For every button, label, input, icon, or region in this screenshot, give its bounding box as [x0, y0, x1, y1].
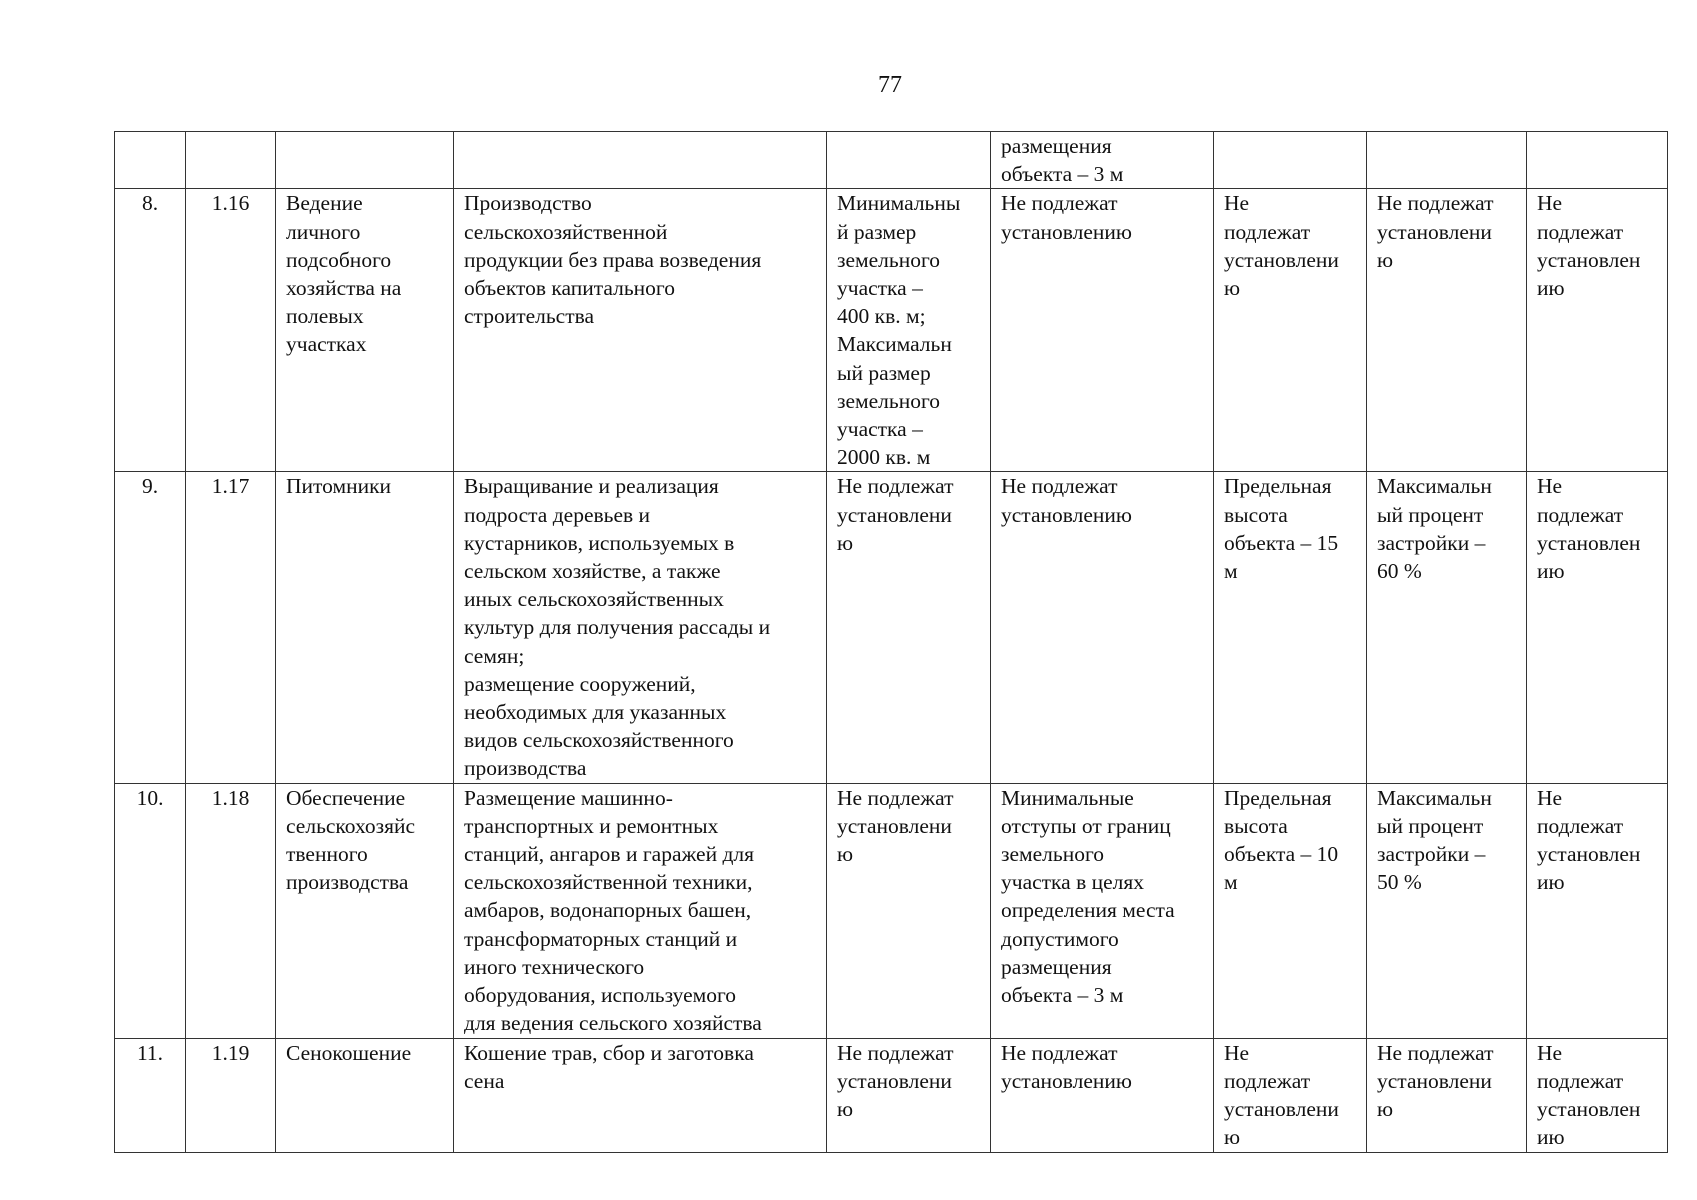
- cell-plot-size: Не подлежат установлени ю: [827, 783, 991, 1038]
- cell-coverage: Не подлежат установлени ю: [1367, 189, 1527, 472]
- cell-height: Предельная высота объекта – 10 м: [1214, 783, 1367, 1038]
- table-row: [115, 472, 1668, 783]
- cell-coverage: [1367, 132, 1527, 189]
- cell-code: 1.18: [186, 783, 276, 1038]
- cell-use-name: Сенокошение: [276, 1038, 454, 1152]
- cell-setbacks: Не подлежат установлению: [991, 472, 1214, 783]
- cell-setbacks: размещения объекта – 3 м: [991, 132, 1214, 189]
- table-row: [115, 132, 1668, 189]
- cell-row-number: [115, 132, 186, 189]
- cell-code: [186, 132, 276, 189]
- cell-height: Предельная высота объекта – 15 м: [1214, 472, 1367, 783]
- cell-row-number: 10.: [115, 783, 186, 1038]
- table-row: [115, 1038, 1668, 1152]
- cell-plot-size: [827, 132, 991, 189]
- cell-use-description: Кошение трав, сбор и заготовка сена: [454, 1038, 827, 1152]
- cell-use-name: Ведение личного подсобного хозяйства на полевых участках: [276, 189, 454, 472]
- cell-row-number: 11.: [115, 1038, 186, 1152]
- cell-height: Не подлежат установлени ю: [1214, 189, 1367, 472]
- cell-use-name: [276, 132, 454, 189]
- cell-setbacks: Минимальные отступы от границ земельного участка в целях определения места допустимого размещения объекта – 3 м: [991, 783, 1214, 1038]
- cell-use-description: [454, 132, 827, 189]
- cell-coverage: Максимальн ый процент застройки – 50 %: [1367, 783, 1527, 1038]
- cell-height: [1214, 132, 1367, 189]
- table-row: [115, 189, 1668, 472]
- cell-use-name: Питомники: [276, 472, 454, 783]
- cell-height: Не подлежат установлени ю: [1214, 1038, 1367, 1152]
- cell-row-number: 9.: [115, 472, 186, 783]
- cell-other: Не подлежат установлен ию: [1527, 472, 1668, 783]
- cell-use-description: Выращивание и реализация подроста деревьев и кустарников, используемых в сельском хозяйстве, а также иных сельскохозяйственных культур для получения рассады и семян; размещение сооружений, необходимых для указанных видов сельскохозяйственного производства: [454, 472, 827, 783]
- cell-setbacks: Не подлежат установлению: [991, 189, 1214, 472]
- cell-plot-size: Не подлежат установлени ю: [827, 1038, 991, 1152]
- cell-use-description: Производство сельскохозяйственной продукции без права возведения объектов капитального строительства: [454, 189, 827, 472]
- cell-plot-size: Не подлежат установлени ю: [827, 472, 991, 783]
- cell-plot-size: Минимальны й размер земельного участка – 400 кв. м; Максимальн ый размер земельного участка – 2000 кв. м: [827, 189, 991, 472]
- table-row: [115, 783, 1668, 1038]
- page-number: 77: [878, 72, 902, 98]
- cell-code: 1.19: [186, 1038, 276, 1152]
- cell-other: Не подлежат установлен ию: [1527, 189, 1668, 472]
- cell-use-description: Размещение машинно- транспортных и ремонтных станций, ангаров и гаражей для сельскохозяйственной техники, амбаров, водонапорных башен, трансформаторных станций и иного технического оборудования, используемого для ведения сельского хозяйства: [454, 783, 827, 1038]
- cell-coverage: Не подлежат установлени ю: [1367, 1038, 1527, 1152]
- cell-setbacks: Не подлежат установлению: [991, 1038, 1214, 1152]
- cell-other: Не подлежат установлен ию: [1527, 783, 1668, 1038]
- cell-row-number: 8.: [115, 189, 186, 472]
- cell-use-name: Обеспечение сельскохозяйс твенного производства: [276, 783, 454, 1038]
- cell-coverage: Максимальн ый процент застройки – 60 %: [1367, 472, 1527, 783]
- cell-other: Не подлежат установлен ию: [1527, 1038, 1668, 1152]
- cell-other: [1527, 132, 1668, 189]
- regulations-table: [114, 131, 1668, 1153]
- cell-code: 1.17: [186, 472, 276, 783]
- cell-code: 1.16: [186, 189, 276, 472]
